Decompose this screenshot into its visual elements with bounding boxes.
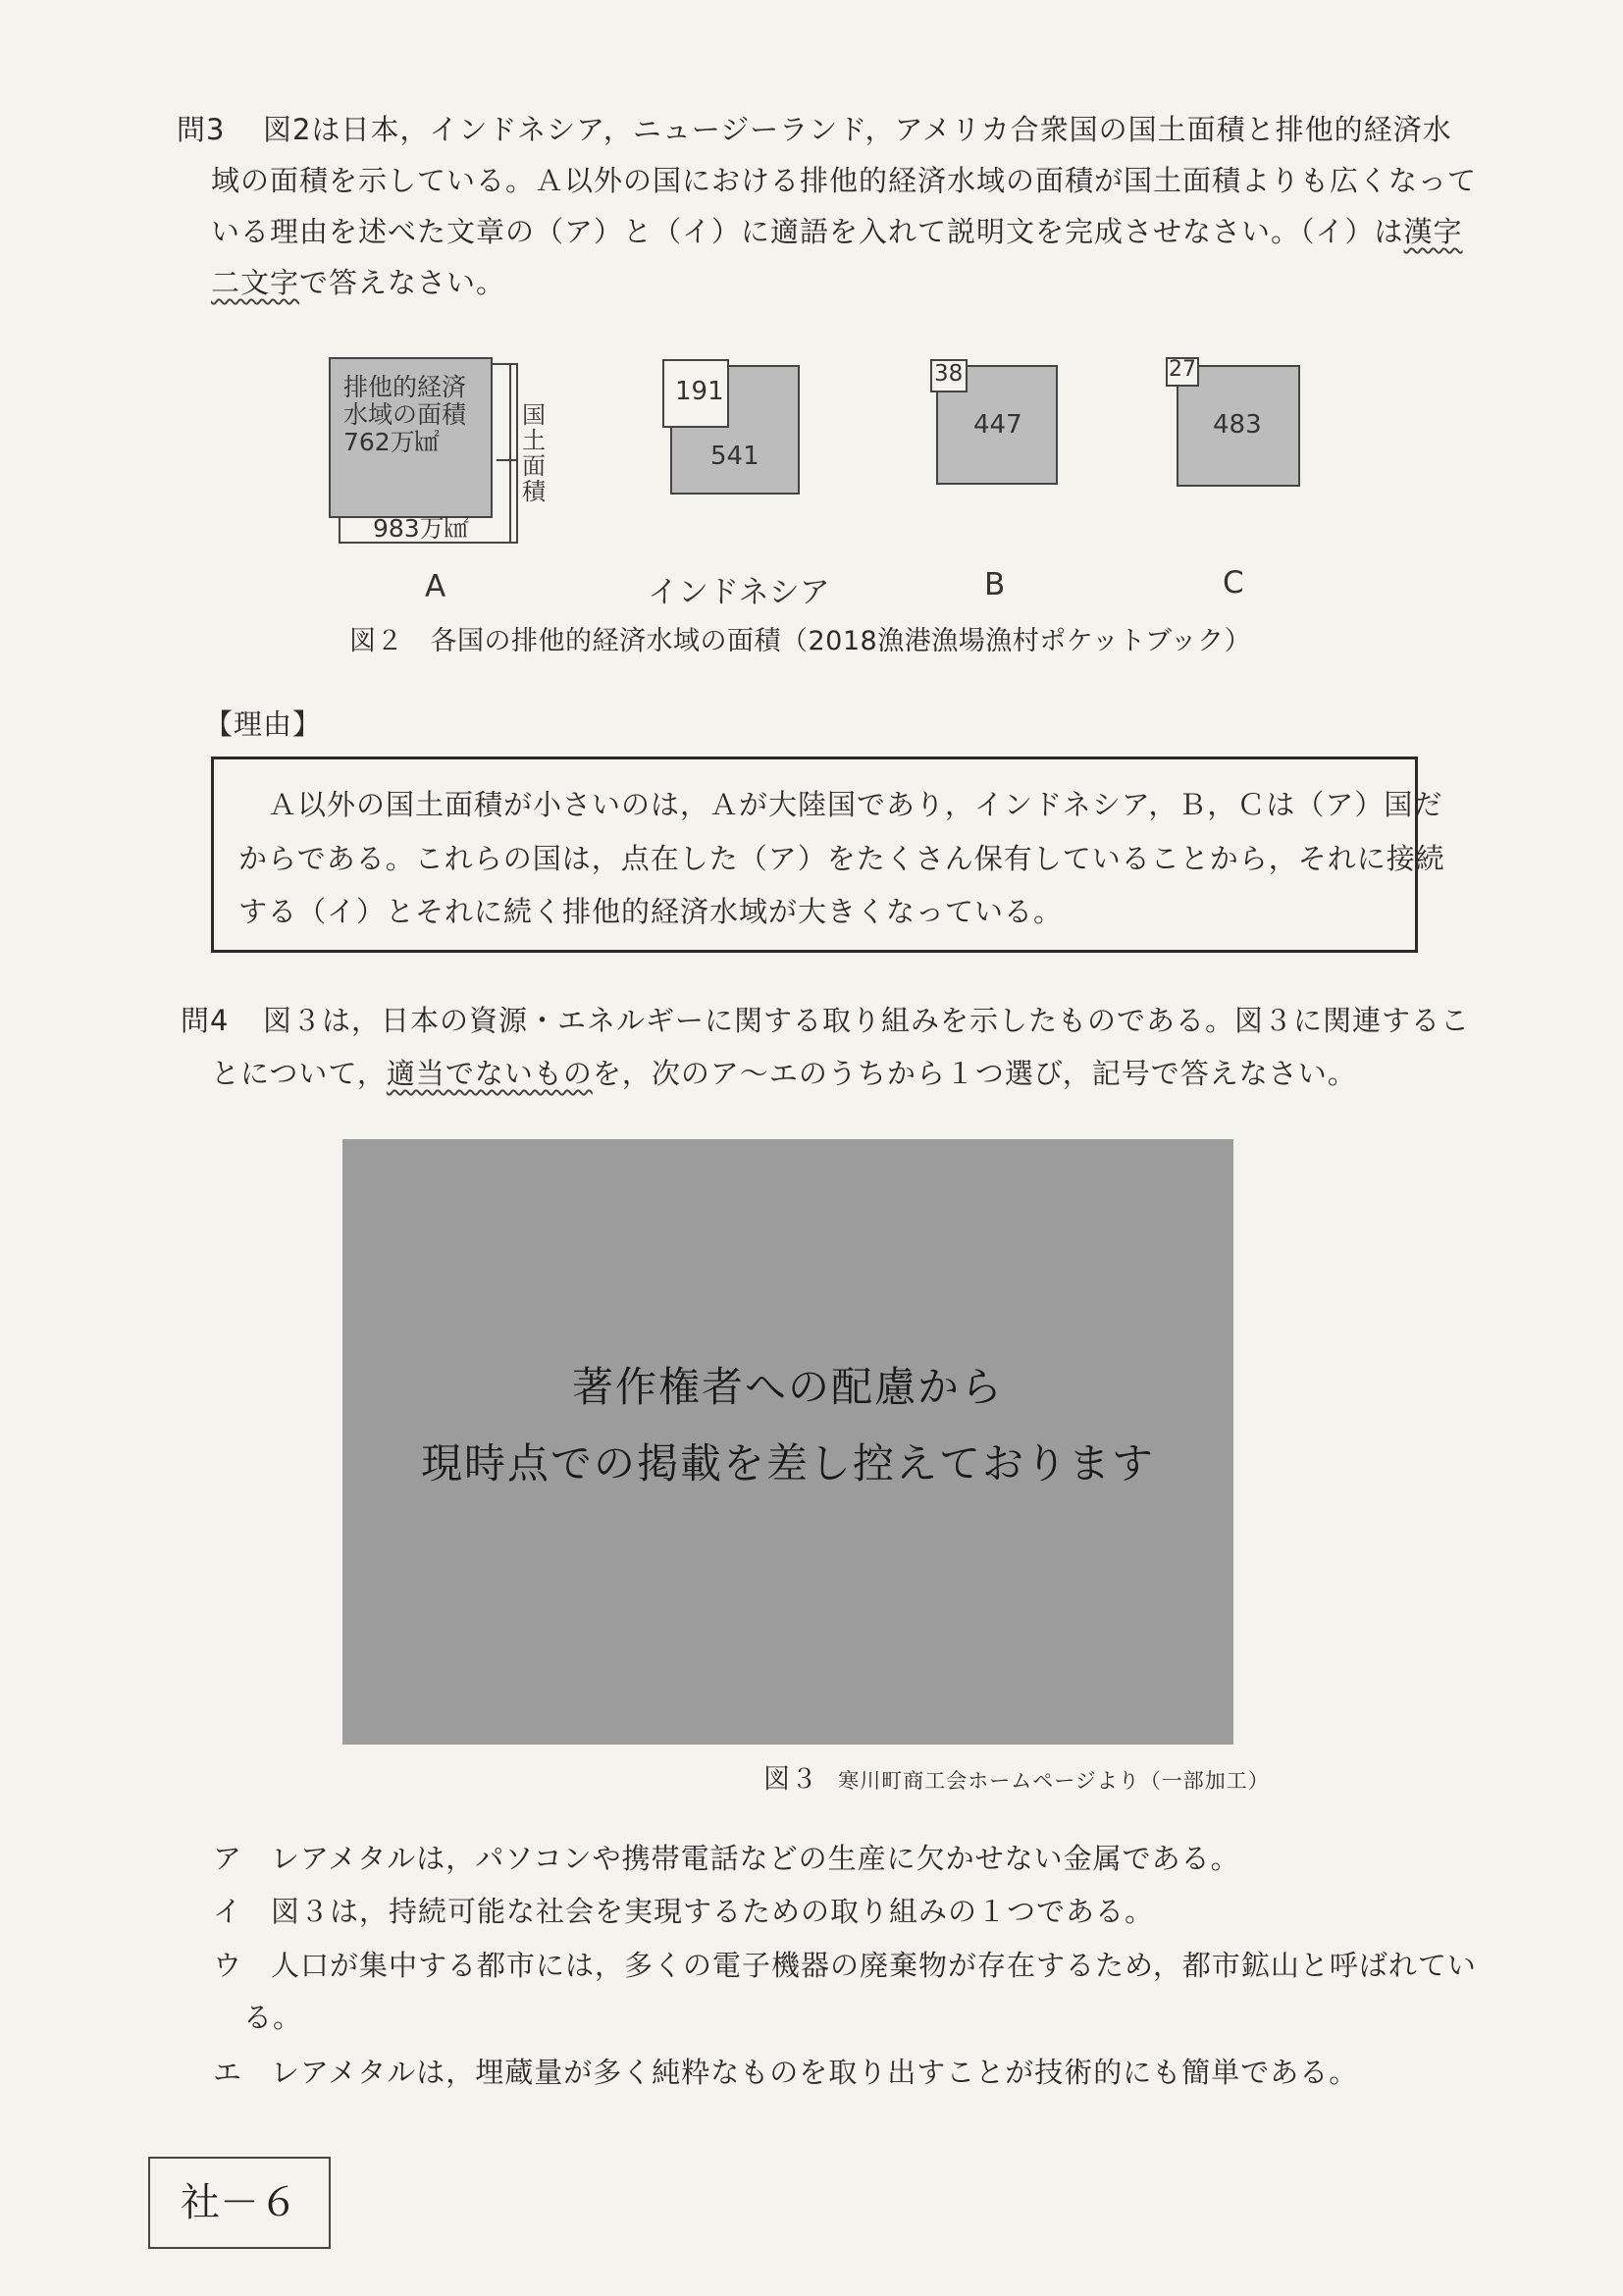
land-area-label-2: 土: [522, 427, 546, 454]
q4-text-line-2-start: とについて，: [211, 1057, 387, 1090]
b-land-value: 38: [934, 361, 964, 387]
a-land-area-value: 983万㎢: [373, 514, 469, 543]
option-i-text: 図３は，持続可能な社会を実現するための取り組みの１つである。: [271, 1895, 1155, 1928]
option-u-text-continued: る。: [243, 2001, 303, 2034]
q4-text-line-2: [211, 1054, 1357, 1093]
a-eez-label-1: 排他的経済: [343, 373, 467, 401]
q4-number: 問4: [181, 1004, 230, 1037]
q4-emphasis-not-appropriate: 適当でないもの: [386, 1057, 593, 1090]
q3-number: 問3: [177, 113, 226, 146]
reason-line-2: からである。これらの国は，点在した（ア）をたくさん保有していることから，それに接続: [238, 842, 1445, 875]
indonesia-eez-value: 541: [710, 442, 759, 471]
country-label-a: A: [425, 569, 446, 604]
figure-3-caption-source: 寒川町商工会ホームページより（一部加工）: [838, 1769, 1270, 1793]
q4-text-line-1: 図３は，日本の資源・エネルギーに関する取り組みを示したものである。図３に関連するこ: [263, 1004, 1471, 1037]
q3-text-line-3: [211, 212, 1463, 251]
q4-text-line-2-rest: を，次のア～エのうちから１つ選び，記号で答えなさい。: [592, 1057, 1357, 1090]
land-area-label-4: 積: [522, 478, 546, 505]
q3-emphasis-kanji: 漢字: [1403, 215, 1463, 248]
land-area-label-3: 面: [522, 452, 546, 480]
option-u-label: ウ: [213, 1949, 243, 1982]
reason-heading: 【理由】: [204, 707, 323, 741]
figure-3-caption-number: 図３: [763, 1764, 818, 1795]
figure-3-placeholder: [342, 1139, 1233, 1745]
q3-emphasis-two-chars: 二文字: [211, 266, 300, 299]
option-u-text: 人口が集中する都市には，多くの電子機器の廃棄物が存在するため，都市鉱山と呼ばれてい: [271, 1949, 1477, 1982]
page-label-box: [148, 2157, 331, 2249]
b-eez-value: 447: [973, 410, 1022, 440]
indonesia-land-value: 191: [675, 377, 724, 406]
a-eez-value: 762万㎢: [343, 428, 440, 456]
country-label-c: C: [1223, 565, 1244, 600]
a-eez-label-2: 水域の面積: [343, 400, 467, 429]
q3-text-line-2: 域の面積を示している。Ａ以外の国における排他的経済水域の面積が国土面積よりも広くなって: [211, 164, 1478, 197]
country-label-indonesia: インドネシア: [648, 575, 830, 610]
reason-line-1: Ａ以外の国土面積が小さいのは，Ａが大陸国であり，インドネシア，Ｂ，Ｃは（ア）国だ: [268, 788, 1443, 821]
q3-text-line-4: [211, 263, 505, 302]
copyright-notice-line-2: 現時点での掲載を差し控えております: [420, 1439, 1155, 1487]
q3-text-line-1: 図2は日本，インドネシア，ニュージーランド，アメリカ合衆国の国土面積と排他的経済水: [263, 113, 1452, 146]
q3-text-line-4-rest: で答えなさい。: [299, 266, 506, 299]
page-label: 社－６: [181, 2180, 298, 2225]
land-area-bracket: [510, 363, 518, 544]
figure-2-caption: 図２ 各国の排他的経済水域の面積（2018漁港漁場漁村ポケットブック）: [349, 626, 1252, 656]
option-a-text: レアメタルは，パソコンや携帯電話などの生産に欠かせない金属である。: [271, 1842, 1240, 1875]
c-land-value: 27: [1169, 357, 1196, 382]
figure-3-caption: [763, 1758, 1270, 1800]
country-label-b: B: [984, 567, 1006, 602]
c-eez-value: 483: [1213, 410, 1262, 440]
reason-line-3: する（イ）とそれに続く排他的経済水域が大きくなっている。: [238, 895, 1064, 928]
land-area-bracket-tick: [497, 459, 518, 461]
option-i-label: イ: [213, 1895, 243, 1928]
option-e-label: エ: [213, 2056, 243, 2089]
option-e-text: レアメタルは，埋蔵量が多く純粋なものを取り出すことが技術的にも簡単である。: [271, 2056, 1359, 2089]
copyright-notice-line-1: 著作権者への配慮から: [571, 1363, 1004, 1411]
q3-text-line-3-main: いる理由を述べた文章の（ア）と（イ）に適語を入れて説明文を完成させなさい。（イ）は: [211, 215, 1404, 248]
reason-box: [211, 757, 1445, 953]
option-a-label: ア: [213, 1842, 243, 1875]
land-area-label-1: 国: [522, 401, 546, 429]
